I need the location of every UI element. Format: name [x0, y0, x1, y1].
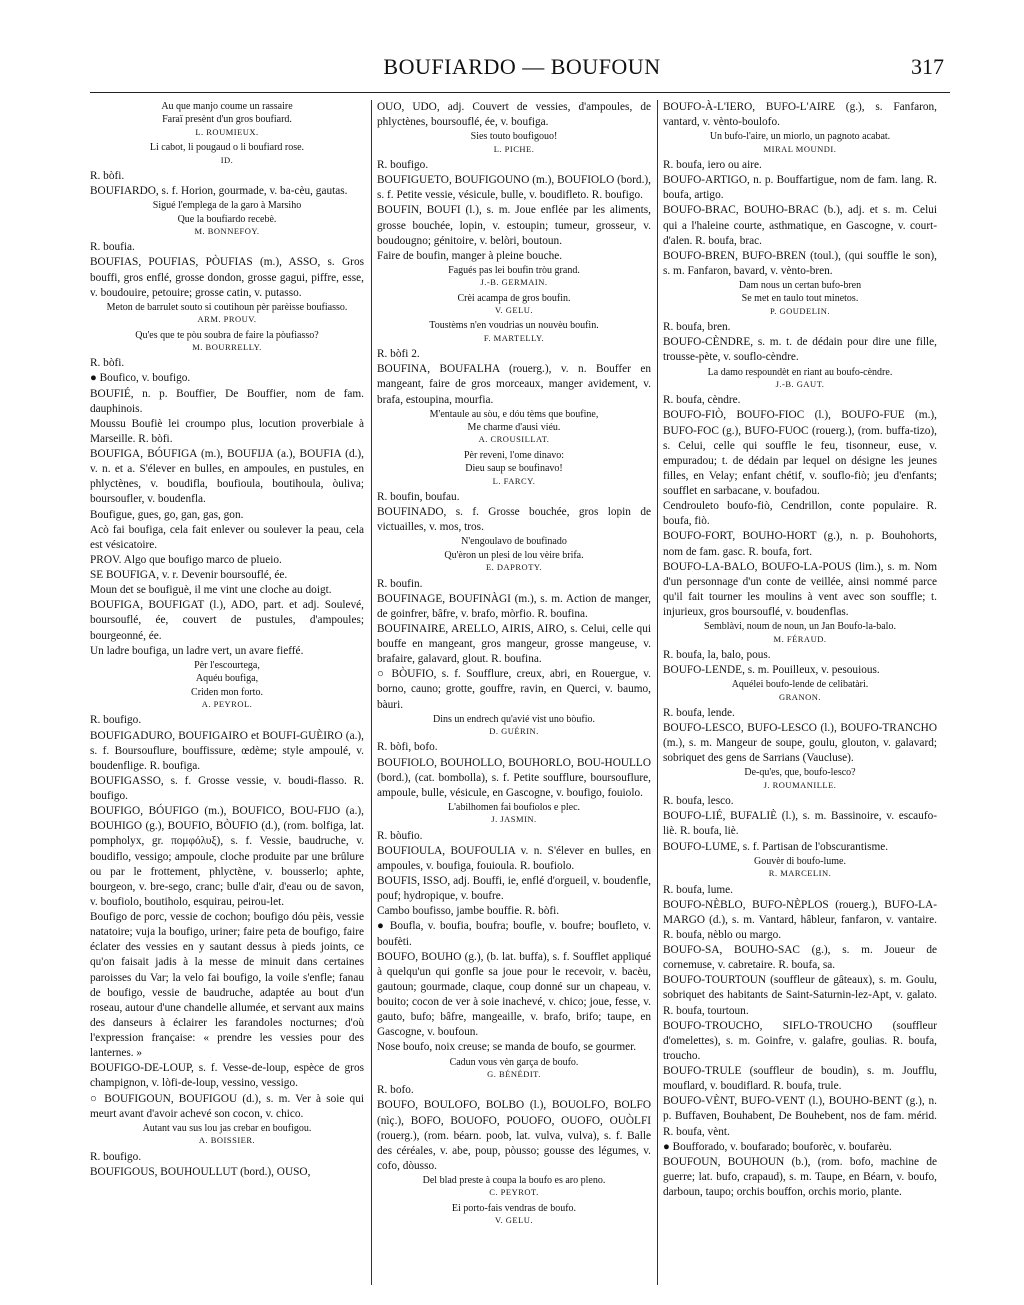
quotation-author: A. PEYROL.	[201, 699, 253, 710]
quotation-author: V. GELU.	[494, 305, 534, 316]
quotation-line: Me charme d'ausi viéu.	[467, 422, 561, 434]
quotation-author: J.-B. GAUT.	[775, 378, 825, 389]
quotation-author: M. FÉRAUD.	[773, 633, 827, 644]
quotation-line: Criden mon forto.	[191, 686, 263, 698]
dictionary-entry: R. boufa, la, balo, pous.	[663, 648, 771, 661]
dictionary-entry: BOUFO-LUME, s. f. Partisan de l'obscurantisme.	[663, 840, 889, 853]
dictionary-entry: BOUFIOLO, BOUHOLLO, BOUHORLO, BOU-HOULLO (bord.), (cat. bombolla), s. f. Petite soufflure, boursouflure, ampoule, bulle, vésicule, en Gascogne, v. boufigo, fouiolo.	[377, 756, 651, 799]
quotation-line: Dam nous un certan bufo-bren	[738, 280, 862, 292]
dictionary-entry: BOUFINAGE, BOUFINÀGI (m.), s. m. Action de manger, de goinfrer, bâfre, v. brafo, mòrfio. R. boufina.	[377, 592, 651, 620]
dictionary-entry: BOUFO-TOURTOUN (souffleur de gâteaux), s. m. Goulu, sobriquet des habitants de Saint-Saturnin-lez-Apt, v. galato. R. boufa, tourtoun.	[663, 974, 937, 1017]
quotation-author: E. DAPROTY.	[485, 562, 543, 573]
quotation-line: Pèr l'escourtega,	[194, 659, 260, 671]
dictionary-entry: BOUFIGOUS, BOUHOULLUT (bord.), OUSO,	[90, 1165, 311, 1178]
dictionary-entry: R. bòufio.	[377, 829, 423, 842]
quotation-author: F. MARTELLY.	[483, 332, 545, 343]
dictionary-entry: ● Boufla, v. boufia, boufra; boufle, v. boufre; boufleto, v. boufèti.	[377, 920, 651, 948]
dictionary-entry: Un ladre boufiga, un ladre vert, un avare fieffé.	[90, 644, 304, 657]
dictionary-entry: BOUFO-BRAC, BOUHO-BRAC (b.), adj. et s. m. Celui qui a l'haleine courte, asthmatique, en Gascogne, v. court-d'alen. R. boufa, brac.	[663, 204, 937, 247]
quotation-line: N'engoulavo de boufinado	[461, 536, 567, 548]
quotation-line: Aquélei boufo-lende de celibatàri.	[731, 679, 869, 691]
dictionary-entry: BOUFINAIRE, ARELLO, AIRIS, AIRO, s. Celui, celle qui bouffe en mangeant, gros mangeur, grosse mangeuse, v. brafaire, galavard, glout. R. boufina.	[377, 622, 651, 666]
dictionary-entry: BOUFIGUETO, BOUFIGOUNO (m.), BOUFIOLO (bord.), s. f. Petite vessie, vésicule, bulle, v. boudifleto. R. boufigo.	[377, 174, 651, 202]
quotation-line: Au que manjo coume un rassaire	[161, 101, 293, 112]
quotation-line: Faraï presènt d'un gros boufiard.	[162, 114, 292, 126]
quotation-line: Qu'es que te pòu soubra de faire la pòufiasso?	[135, 329, 319, 341]
dictionary-entry: R. boufin.	[377, 577, 423, 590]
dictionary-entry: R. boufigo.	[377, 159, 429, 172]
dictionary-entry: BOUFINADO, s. f. Grosse bouchée, gros lopin de victuailles, v. mos, tros.	[377, 506, 651, 534]
dictionary-entry: BOUFO-TRULE (souffleur de boudin), s. m. Joufflu, mouflard, v. boudiflard. R. boufa, trule.	[663, 1065, 937, 1093]
dictionary-entry: BOUFO-NÈBLO, BUFO-NÈPLOS (rouerg.), BUFO-LA-MARGO (d.), s. m. Vantard, hâbleur, fanfaron, v. vantaire. R. boufa, nèblo ou margo.	[663, 898, 937, 941]
quotation-author: D. GUÉRIN.	[489, 726, 539, 737]
quotation-line: Cadun vous vèn garça de boufo.	[449, 1056, 579, 1068]
dictionary-entry: R. boufa, lesco.	[663, 795, 734, 808]
quotation-author: J. ROUMANILLE.	[763, 779, 837, 790]
dictionary-entry: R. bòfi.	[90, 357, 125, 370]
quotation-line: Dieu saup se boufinavo!	[465, 463, 563, 475]
quotation-author: L. FARCY.	[492, 475, 536, 486]
dictionary-entry: BOUFO-LENDE, s. m. Pouilleux, v. pesouious.	[663, 664, 880, 677]
quotation-author: J. JASMIN.	[491, 814, 537, 825]
quotation-line: L'abilhomen fai boufiolos e plec.	[447, 801, 581, 813]
dictionary-entry: BOUFIAS, POUFIAS, PÒUFIAS (m.), ASSO, s. Gros bouffi, gros enflé, grosse dondon, grosse gagui, piffre, esse, v. boudouire, petouire; grosse catin, v. putasso.	[90, 256, 364, 299]
quotation-line: M'entaule au sòu, e dóu tèms que boufine,	[429, 408, 599, 420]
quotation-author: L. ROUMIEUX.	[195, 126, 259, 137]
dictionary-entry: Moun det se boufiguè, il me vint une cloche au doigt.	[90, 584, 332, 597]
dictionary-entry: BOUFO-ARTIGO, n. p. Bouffartigue, nom de fam. lang. R. boufa, artigo.	[663, 174, 937, 202]
dictionary-entry: BOUFOUN, BOUHOUN (b.), (rom. bofo, machine de guerre; lat. bufo, crapaud), s. m. Taupe, en Béarn, v. boufo, darboun, taupo; orchis bouffon, orchis morio, plante.	[663, 1155, 937, 1198]
quotation-line: Li cabot, li pougaud o li boufiard rose.	[149, 142, 305, 154]
quotation-line: La damo respoundèt en riant au boufo-cèndre.	[707, 366, 893, 378]
quotation-author: MIRAL MOUNDI.	[763, 143, 837, 154]
quotation-author: A. BOISSIER.	[198, 1135, 256, 1146]
dictionary-entry: Boufigo de porc, vessie de cochon; boufigo dóu pèis, vessie natatoire; vuja la boufigo, uriner; faire peta de boufigo, faire éclater des vessies en y sautant dessus à pieds joints, ce qu'on faisait jadis à la messe de minuit dans certaines paroisses du Var; la velo fai boufigo, la voile s'enfle; fanau de boufigo, vessie de baudruche, adaptée au bout d'un roseau, autour d'une chandelle allumée, et servant aux mains des danseurs à éclairer les farandoles nocturnes; d'où l'expression française: « prendre les vessies pour des lanternes. »	[90, 911, 364, 1060]
dictionary-entry: Acò fai boufiga, cela fait enlever ou soulever la peau, cela est vésicatoire.	[90, 523, 364, 551]
quotation-line: Pèr reveni, l'ome dinavo:	[463, 449, 565, 461]
dictionary-entry: BOUFIOULA, BOUFOULIA v. n. S'élever en bulles, en ampoules, v. boufiga, fouioula. R. boufiolo.	[377, 844, 651, 872]
quotation-line: De-qu'es, que, boufo-lesco?	[744, 767, 856, 779]
quotation-author: GRANON.	[779, 691, 821, 702]
dictionary-entry: Boufigue, gues, go, gan, gas, gon.	[90, 508, 244, 521]
quotation-author: M. BONNEFOY.	[194, 225, 260, 236]
quotation-line: Meton de barrulet souto si coutihoun pèr parèisse boufiasso.	[106, 301, 348, 313]
dictionary-entry: BOUFO-CÈNDRE, s. m. t. de dédain pour dire une fille, trousse-pète, v. souflo-cèndre.	[663, 336, 937, 364]
column-divider	[657, 100, 658, 1285]
dictionary-entry: BOUFIN, BOUFI (l.), s. m. Joue enflée par les aliments, grosse bouchée, lopin, v. estoupin; tumeur, grosseur, v. boudougno; génitoire, v. belòri, boutoun.	[377, 204, 651, 247]
quotation-author: V. GELU.	[494, 1215, 534, 1226]
dictionary-entry: Nose boufo, noix creuse; se manda de boufo, se gourmer.	[377, 1041, 637, 1054]
dictionary-entry: ● Boufico, v. boufigo.	[90, 372, 191, 385]
dictionary-entry: R. boufa, iero ou aire.	[663, 159, 762, 172]
dictionary-entry: BOUFIGADURO, BOUFIGAIRO et BOUFI-GUÈIRO (a.), s. f. Boursouflure, bouffissure, œdème; style ampoulé, v. boudenflige. R. boufiga.	[90, 729, 364, 772]
dictionary-entry: BOUFIGA, BOUFIGAT (l.), ADO, part. et adj. Soulevé, boursouflé, ée, couvert de pustules, d'ampoules; bourgeonné, ée.	[90, 599, 364, 642]
quotation-author: A. CROUSILLAT.	[478, 434, 550, 445]
dictionary-entry: OUO, UDO, adj. Couvert de vessies, d'ampoules, de phlyctènes, boursouflé, ée, v. boufiga.	[377, 101, 651, 129]
column-left	[90, 100, 364, 1285]
quotation-author: ARM. PROUV.	[197, 314, 257, 325]
dictionary-entry: BOUFO-FIÒ, BOUFO-FIOC (l.), BOUFO-FUE (m.), BUFO-FOC (g.), BUFO-FUOC (rouerg.), (rom. buffa-tizo), s. Celui, celle qui souffle le feu, tisonneur, euse, v. empuradou; t. de dédain par lequel on désigne les jeunes filles, en Velay; enfant chétif, v. souflo-fiò; jeu d'enfants; soufflet en sarbacane, v. boufadou.	[663, 409, 937, 498]
quotation-line: Que la boufiardo recebè.	[177, 213, 277, 225]
dictionary-columns	[90, 100, 954, 1290]
dictionary-entry: BOUFO-BREN, BUFO-BREN (toul.), (qui souffle le son), s. m. Fanfaron, bavard, v. vènto-bren.	[663, 249, 937, 277]
dictionary-entry: BOUFIS, ISSO, adj. Bouffi, ie, enflé d'orgueil, v. boudenfle, pouf; hydropique, v. boufre.	[377, 875, 651, 903]
column-divider	[371, 100, 372, 1285]
dictionary-entry: BOUFIÉ, n. p. Bouffier, De Bouffier, nom de fam. dauphinois.	[90, 387, 364, 415]
quotation-line: Qu'èron un plesi de lou vèire brifa.	[444, 549, 584, 561]
dictionary-entry: BOUFO, BOUHO (g.), (b. lat. buffa), s. f. Soufflet appliqué à quelqu'un qui gonfle sa joue pour le recevoir, v. bacèu, gautoun; gourmade, claque, coup donné sur un chapeau, v. bouito; cocon de ver à soie inachevé, v. chico; joue, fesse, v. gauto, bufo; bâfre, mangeaille, v. brafo, brifo; taupe, en Gascogne, v. boufoun.	[377, 950, 651, 1039]
dictionary-entry: BOUFINA, BOUFALHA (rouerg.), v. n. Bouffer en mangeant, faire de gros morceaux, manger avidement, v. brafa, estoupina, mourfia.	[377, 363, 651, 406]
dictionary-entry: BOUFO, BOULOFO, BOLBO (l.), BOUOLFO, BOLFO (nìç.), BOFO, BOUOFO, POUOFO, OUOFO, OUÒLFI (rouerg.), (rom. béarn. poob, lat. vulva, vulva), s. f. Balle des céréales, v. abe, poup, pòusso; gousse des légumes, v. cofo, dòusso.	[377, 1099, 651, 1172]
dictionary-entry: Faire de boufin, manger à pleine bouche.	[377, 249, 563, 262]
dictionary-entry: SE BOUFIGA, v. r. Devenir boursouflé, ée.	[90, 569, 288, 582]
quotation-line: Del blad preste à coupa la boufo es aro pleno.	[422, 1175, 606, 1187]
dictionary-entry: BOUFIGASSO, s. f. Grosse vessie, v. boudi-flasso. R. boufigo.	[90, 774, 364, 803]
dictionary-entry: BOUFO-TROUCHO, SIFLO-TROUCHO (souffleur d'omelettes), s. m. Goinfre, v. galafre, goulias. R. boufa, troucho.	[663, 1019, 937, 1062]
dictionary-entry: ○ BÒUFIO, s. f. Soufflure, creux, abri, en Rouergue, v. borno, cauno; grotte, gouffre, ravin, en Querci, v. baumo, bàuri.	[377, 668, 651, 711]
quotation-line: Toustèms n'en voudrias un nouvèu boufin.	[429, 320, 599, 332]
quotation-line: Ei porto-fais vendras de boufo.	[451, 1202, 577, 1214]
page-header	[90, 54, 954, 86]
dictionary-entry: BOUFO-À-L'IERO, BUFO-L'AIRE (g.), s. Fanfaron, vantard, v. vènto-boulofo.	[663, 101, 937, 129]
quotation-line: Autant vau sus lou jas crebar en boufigou.	[142, 1122, 312, 1134]
dictionary-entry: Moussu Boufiè lei croumpo plus, locution proverbiale à Marseille. R. bòfi.	[90, 417, 364, 445]
dictionary-entry: BOUFIGO, BÓUFIGO (m.), BOUFICO, BOU-FIJO (a.), BOUHIGO (g.), BOUFIO, BÒUFIO (d.), (rom. bolfiga, lat. pompholyx, gr. πομφόλυξ), s. f. Vessie, baudruche, v. boudiflo, vessigo; ampoule, cloche produite par une brûlure ou par le frottement, phlyctène, v. bousserlo; aphte, bourgeon, v. bre-sego, cranc; bulle d'air, d'eau ou de savon, v. boufiolo, boutiholo, esquirau, peirou-let.	[90, 805, 364, 908]
dictionary-entry: R. boufigo.	[90, 1150, 142, 1163]
dictionary-entry: PROV. Algo que boufigo marco de plueio.	[90, 553, 282, 566]
dictionary-entry: BOUFO-VÈNT, BUFO-VENT (l.), BOUHO-BENT (g.), n. p. Buffaven, Bouhabent, De Bouhebent, nos de fam. mérid. R. boufa, vènt.	[663, 1095, 937, 1138]
page-number: 317	[911, 54, 944, 79]
dictionary-entry: BOUFO-LA-BALO, BOUFO-LA-POUS (lim.), s. m. Nom d'un personnage d'un conte de veillée, ainsi nommé parce qu'il fait tourner les moulins à vent avec son souffle; t. injurieux, gros boursouflé, v. boudenflas.	[663, 560, 937, 619]
dictionary-entry: BOUFO-SA, BOUHO-SAC (g.), s. m. Joueur de cornemuse, v. cabretaire. R. boufa, sa.	[663, 944, 937, 972]
quotation-author: J.-B. GERMAIN.	[480, 277, 548, 288]
quotation-line: Crèi acampa de gros boufin.	[457, 292, 571, 304]
dictionary-entry: BOUFO-FORT, BOUHO-HORT (g.), n. p. Bouhohorts, nom de fam. gasc. R. boufa, fort.	[663, 530, 937, 558]
dictionary-entry: BOUFIGO-DE-LOUP, s. f. Vesse-de-loup, espèce de gros champignon, v. lòfi-de-loup, vessino, vessigo.	[90, 1062, 364, 1090]
column-middle	[377, 100, 651, 1285]
dictionary-entry: BOUFIARDO, s. f. Horion, gourmade, v. ba-cèu, gautas.	[90, 185, 348, 198]
dictionary-entry: ● Boufforado, v. boufarado; bouforèc, v. boufarèu.	[663, 1140, 892, 1153]
quotation-line: Sies touto boufigouo!	[470, 131, 558, 143]
quotation-line: Se met en taulo tout minetos.	[741, 293, 859, 305]
quotation-author: L. PICHE.	[493, 143, 535, 154]
dictionary-entry: R. bòfi 2.	[377, 348, 420, 361]
quotation-line: Fagués pas lei boufin tròu grand.	[448, 264, 580, 276]
quotation-line: Un bufo-l'aire, un miorlo, un pagnoto acabat.	[709, 131, 891, 143]
dictionary-entry: R. boufa, lende.	[663, 706, 735, 719]
dictionary-entry: R. boufia.	[90, 241, 135, 254]
quotation-line: Semblàvi, noum de noun, un Jan Boufo-la-balo.	[704, 621, 896, 633]
dictionary-entry: ○ BOUFIGOUN, BOUFIGOU (d.), s. m. Ver à soie qui meurt avant d'avoir achevé son cocon, v. chico.	[90, 1092, 364, 1120]
quotation-line: Gouvèr di boufo-lume.	[754, 855, 846, 867]
dictionary-entry: R. boufigo.	[90, 714, 142, 727]
dictionary-entry: R. boufa, cèndre.	[663, 394, 741, 407]
running-title: BOUFIARDO — BOUFOUN	[383, 54, 661, 79]
dictionary-entry: R. boufa, lume.	[663, 883, 733, 896]
quotation-author: R. MARCELIN.	[768, 868, 832, 879]
dictionary-entry: BOUFO-LESCO, BUFO-LESCO (l.), BOUFO-TRANCHO (m.), s. m. Mangeur de soupe, goulu, glouton, v. galavard; sobriquet des gens de Sarrians (Vaucluse).	[663, 722, 937, 765]
quotation-author: M. BOURRELLY.	[192, 341, 262, 352]
quotation-line: Aquéu boufiga,	[195, 673, 259, 685]
dictionary-entry: Cendrouleto boufo-fiò, Cendrillon, conte populaire. R. boufa, fiò.	[663, 500, 937, 528]
quotation-line: Sigué l'emplega de la garo à Marsiho	[152, 200, 302, 212]
dictionary-entry: R. bofo.	[377, 1084, 414, 1097]
dictionary-entry: R. boufa, bren.	[663, 321, 731, 334]
column-right	[663, 100, 937, 1285]
quotation-author: ID.	[220, 154, 234, 165]
quotation-author: G. BÉNÉDIT.	[487, 1068, 541, 1079]
dictionary-entry: R. boufin, boufau.	[377, 491, 460, 503]
dictionary-entry: BOUFO-LIÉ, BUFALIÈ (l.), s. m. Bassinoire, v. escaufo-liè. R. boufa, liè.	[663, 810, 937, 838]
quotation-author: P. GOUDELIN.	[769, 305, 831, 316]
quotation-author: C. PEYROT.	[489, 1187, 539, 1198]
dictionary-entry: R. bòfi, bofo.	[377, 741, 438, 754]
dictionary-entry: Cambo boufisso, jambe bouffie. R. bòfi.	[377, 905, 560, 918]
header-rule	[90, 92, 950, 93]
dictionary-entry: BOUFIGA, BÓUFIGA (m.), BOUFIJA (a.), BOUFIA (d.), v. n. et a. S'élever en bulles, en ampoules, en pustules, en phlyctènes, v. boudifla, boufioula, boutihoula, òuliva; boursoufler, v. boudenfla.	[90, 448, 364, 506]
quotation-line: Dins un endrech qu'avié vist uno bòufio.	[432, 713, 596, 725]
dictionary-entry: R. bòfi.	[90, 169, 125, 182]
